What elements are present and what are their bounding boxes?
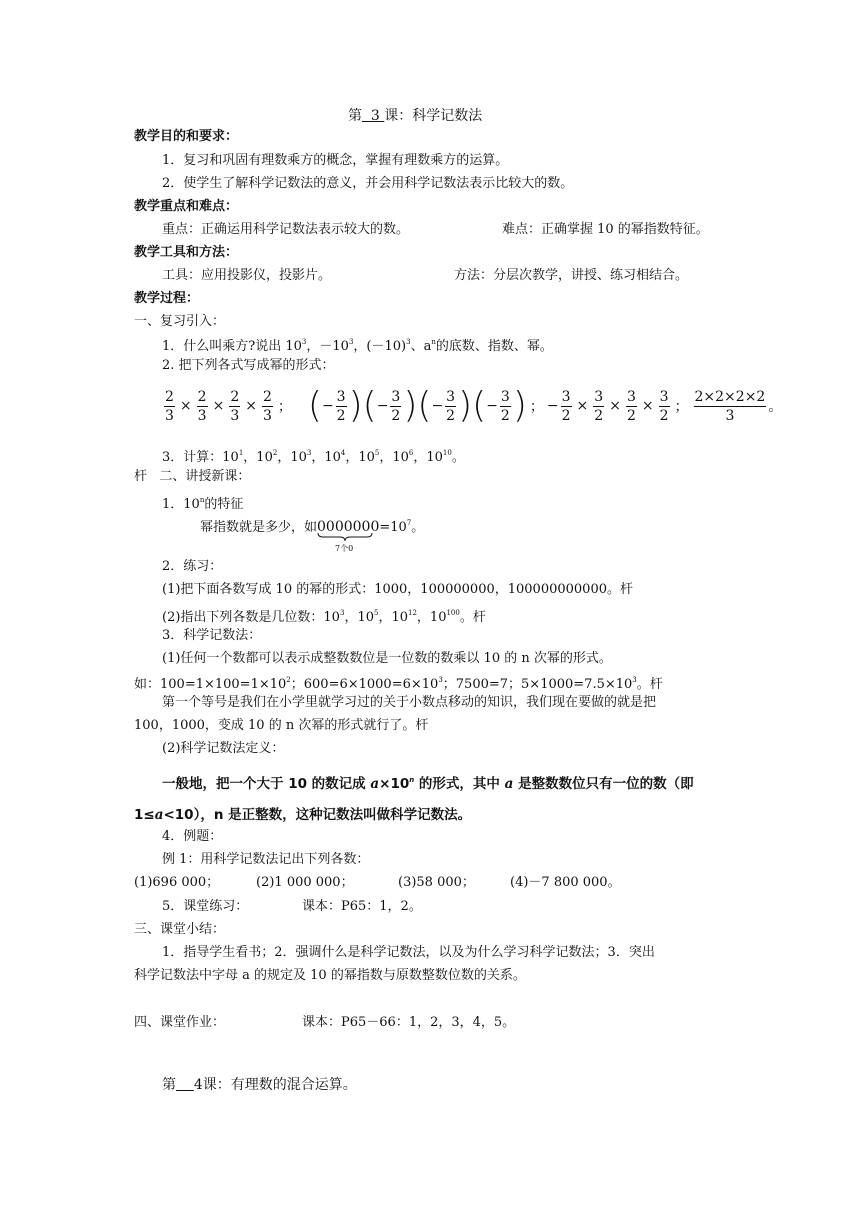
example-1-item: (1)696 000； [134, 875, 220, 890]
definition-line-1: 一般地，把一个大于 10 的数记成 $a\times 10^n$ 的形式，其中 a 是整数数位只有一位的数（即 [162, 776, 694, 792]
process-heading: 教学过程： [134, 291, 200, 306]
example-line: 如：$100=1\times 100=1\times 10^2$；$600=6\times 1000=6\times 10^3$；7500=7；$5\times 1000=7.5\times 10^3$。杆 [134, 676, 663, 692]
point-2: 2．练习： [162, 559, 223, 574]
section-3: 三、课堂小结： [134, 922, 226, 937]
lesson4-title: 第 4课：有理数的混合运算。 [162, 1077, 357, 1093]
section-4: 四、课堂作业： [134, 1015, 226, 1030]
key-point: 重点：正确运用科学记数法表示较大的数。 [162, 222, 410, 237]
question-2: 2. 把下列各式写成幂的形式： [162, 358, 335, 373]
fraction: $\frac{2}{3}$ [230, 388, 240, 424]
point-2-2: (2)指出下列各数是几位数：$10^3$，$10^5$，$10^{12}$，$10^{100}$。杆 [162, 609, 486, 625]
tool-text: 工具：应用投影仪，投影片。 [162, 268, 332, 283]
point-5-value: 课本：P65：1，2。 [302, 899, 422, 914]
example-1: 例 1：用科学记数法记出下列各数： [162, 852, 370, 867]
point-1: 1．10$^n$的特征 [162, 496, 244, 512]
example-1-item: (2)1 000 000； [256, 875, 354, 890]
point-4: 4．例题： [162, 829, 223, 844]
hard-point: 难点：正确掌握 10 的幂指数特征。 [502, 222, 709, 237]
definition-line-2: 1≤a<10），n 是正整数，这种记数法叫做科学记数法。 [134, 807, 472, 823]
paragraph-2: 100，1000，变成 10 的 n 次幂的形式就行了。杆 [134, 718, 429, 733]
point-1-example: 幂指数就是多少，如0000000 7个0 $=10^7$。 [200, 519, 425, 553]
point-3: 3．科学记数法： [162, 628, 262, 643]
tool-heading: 教学工具和方法： [134, 245, 239, 260]
method-text: 方法：分层次教学，讲授、练习相结合。 [454, 268, 689, 283]
example-1-item: (3)58 000； [398, 875, 475, 890]
point-2-1: (1)把下面各数写成 10 的幂的形式：1000，100000000，100000000000。杆 [162, 582, 633, 597]
summary-2: 科学记数法中字母 a 的规定及 10 的幂指数与原数整数位数的关系。 [134, 968, 526, 983]
point-3-2: (2)科学记数法定义： [162, 741, 285, 756]
fraction: $\frac{2\times 2\times 2\times 2}{3}$ [694, 388, 766, 424]
goal-1: 1．复习和巩固有理数乘方的概念，掌握有理数乘方的运算。 [162, 153, 509, 168]
paragraph-1: 第一个等号是我们在小学里就学习过的关于小数点移动的知识，我们现在要做的就是把 [162, 695, 657, 710]
section-4-value: 课本：P65－66：1，2，3，4，5。 [302, 1015, 516, 1030]
title-pre: 第 [348, 108, 362, 124]
fraction: $\frac{2}{3}$ [165, 388, 174, 424]
fraction: $\frac{2}{3}$ [262, 388, 272, 424]
title-post: 课：科学记数法 [384, 108, 483, 124]
point-5: 5．课堂练习： [162, 899, 249, 914]
fraction: $\frac{2}{3}$ [197, 388, 207, 424]
goal-heading: 教学目的和要求： [134, 129, 239, 144]
lesson3-title [348, 107, 482, 125]
power-expressions: $\frac{2}{3}$ × $\frac{2}{3}$ × $\frac{2}{3}$ × $\frac{2}{3}$ ； ( − $\frac{3}{2}$ ) ( − $\frac{3}{2}$ ) ( − $\frac{3}{2}$ ) ( − $\frac{3}{2}$ ) ； − $\frac{3}{2}$ × $\frac{3}{2}$ × $\frac{3}{2}$ × $\frac{3}{2}$ ； $\frac{2\times 2\times 2\times 2}{3}$ 。 [165, 385, 783, 426]
title-num: 3 [370, 108, 380, 124]
key-heading: 教学重点和难点： [134, 199, 239, 214]
goal-2: 2．使学生了解科学记数法的意义，并会用科学记数法表示比较大的数。 [162, 176, 574, 191]
section-2: 杆 二、讲授新课： [134, 469, 251, 484]
summary-1: 1．指导学生看书；2．强调什么是科学记数法，以及为什么学习科学记数法；3．突出 [162, 945, 655, 960]
question-1: 1．什么叫乘方?说出 $10^3$，$-10^3$，$(-10)^3$、$a^n$的底数、指数、幂。 [162, 338, 553, 354]
zeros-with-brace: 0000000 7个0 [317, 519, 380, 553]
example-1-item: (4)－7 800 000。 [510, 875, 621, 890]
question-3: 3．计算：$10^1$，$10^2$，$10^3$，$10^4$，$10^5$，$10^6$，$10^{10}$。 [162, 449, 465, 465]
point-3-1: (1)任何一个数都可以表示成整数数位是一位数的数乘以 10 的 n 次幂的形式。 [162, 651, 612, 666]
section-1: 一、复习引入： [134, 314, 226, 329]
